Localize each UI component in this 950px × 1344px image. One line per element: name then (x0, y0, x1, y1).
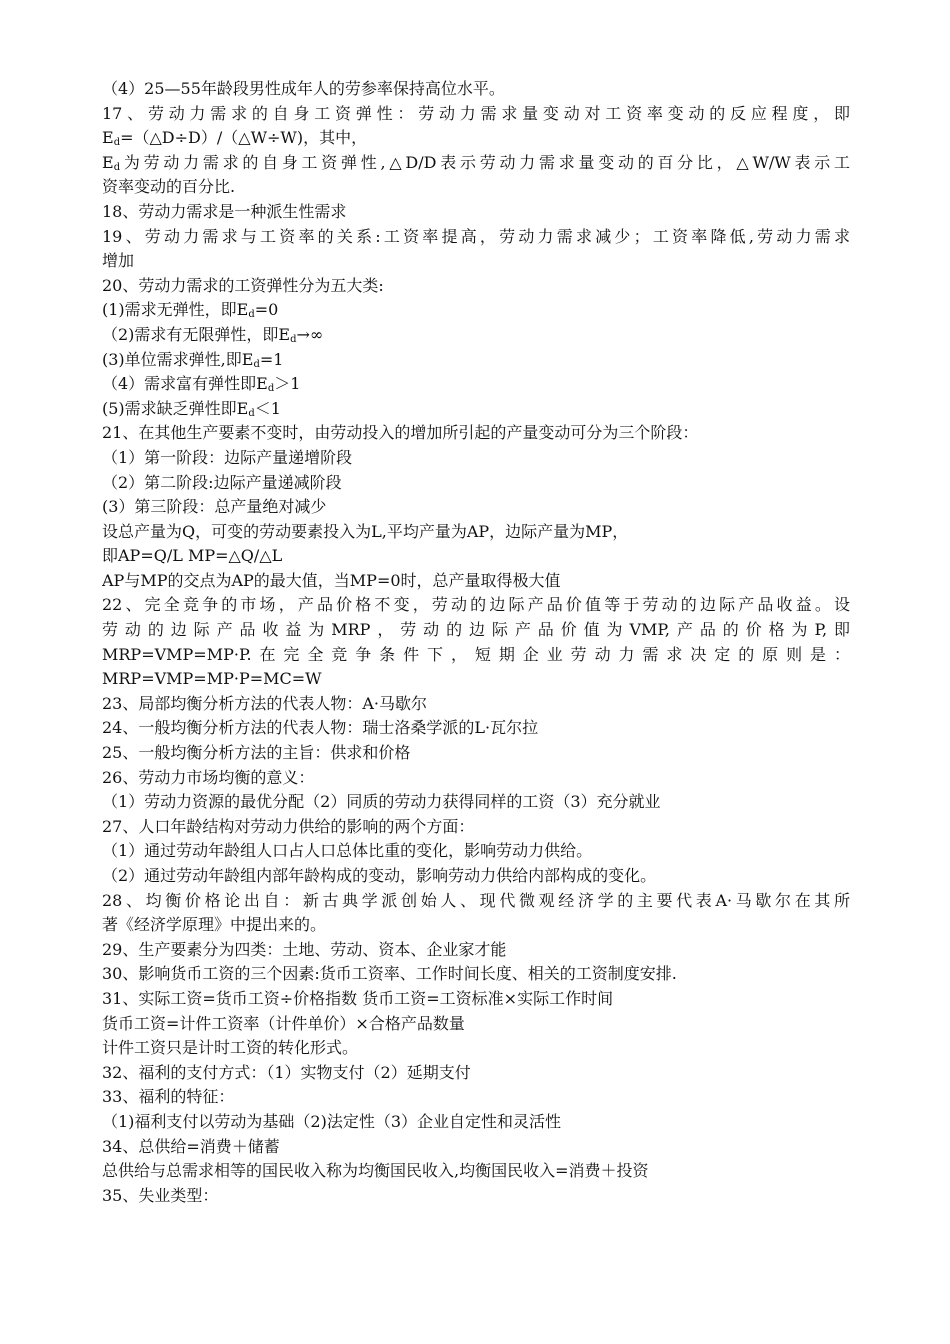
text-line: MRP=VMP=MP·P.在完全竞争条件下，短期企业劳动力需求决定的原则是： (102, 644, 850, 664)
text-line: 24、一般均衡分析方法的代表人物：瑞士洛桑学派的L·瓦尔拉 (102, 718, 539, 738)
text-line: 35、失业类型： (102, 1185, 219, 1205)
text-line: 即AP=Q/L MP=△Q/△L (102, 546, 283, 566)
text-line: 著《经济学原理》中提出来的。 (102, 915, 327, 935)
text-line: （4）25—55年龄段男性成年人的劳参率保持高位水平。 (102, 79, 505, 98)
text-line: 27、人口年龄结构对劳动力供给的影响的两个方面： (102, 816, 475, 836)
text-line: 20、劳动力需求的工资弹性分为五大类: (102, 275, 384, 295)
text-line: 33、福利的特征： (102, 1087, 235, 1107)
text-line: 设总产量为Q，可变的劳动要素投入为L,平均产量为AP，边际产量为MP， (102, 521, 629, 541)
text-line: 17、劳动力需求的自身工资弹性：劳动力需求量变动对工资率变动的反应程度，即 (102, 103, 850, 123)
text-line: 25、一般均衡分析方法的主旨：供求和价格 (102, 743, 411, 763)
text-line: 29、生产要素分为四类：土地、劳动、资本、企业家才能 (102, 939, 507, 959)
text-line: 计件工资只是计时工资的转化形式。 (102, 1038, 359, 1058)
text-line: 34、总供给=消费＋储蓄 (102, 1136, 280, 1156)
text-line: （4）需求富有弹性即$E_d>1$ (102, 374, 301, 395)
text-line: (3）第三阶段：总产量绝对减少 (102, 497, 327, 517)
text-line: MRP=VMP=MP·P=MC=W (102, 669, 322, 689)
text-line: （1）劳动力资源的最优分配（2）同质的劳动力获得同样的工资（3）充分就业 (102, 792, 661, 812)
text-line: 31、实际工资=货币工资÷价格指数 货币工资=工资标准×实际工作时间 (102, 988, 614, 1008)
text-line: 增加 (102, 251, 135, 271)
text-line: 19、劳动力需求与工资率的关系:工资率提高，劳动力需求减少；工资率降低,劳动力需求 (102, 226, 850, 246)
text-line: $E_d$为劳动力需求的自身工资弹性,△D/D表示劳动力需求量变动的百分比，△W/W表示工 (102, 152, 850, 173)
text-line: 总供给与总需求相等的国民收入称为均衡国民收入,均衡国民收入=消费＋投资 (102, 1161, 649, 1181)
text-line: 资率变动的百分比. (102, 177, 236, 197)
text-line: (5)需求缺乏弹性即$E_d<1$ (102, 398, 281, 419)
text-line: (3)单位需求弹性,即$E_d=1$ (102, 349, 284, 370)
text-line: 劳动的边际产品收益为MRP，劳动的边际产品价值为VMP,产品的价格为P,即 (102, 620, 850, 640)
text-line: 28、均衡价格论出自：新古典学派创始人、现代微观经济学的主要代表A·马歇尔在其所 (102, 890, 850, 910)
text-line: （2）第二阶段:边际产量递减阶段 (102, 472, 342, 492)
text-line: 30、影响货币工资的三个因素:货币工资率、工作时间长度、相关的工资制度安排. (102, 964, 677, 984)
text-line: （1）通过劳动年龄组人口占人口总体比重的变化，影响劳动力供给。 (102, 841, 593, 861)
text-line: 22、完全竞争的市场，产品价格不变，劳动的边际产品价值等于劳动的边际产品收益。设 (102, 595, 850, 615)
text-line: $E_d=(\triangle D\div D)/(\triangle W\div W)$，其中， (102, 128, 368, 149)
text-line: 32、福利的支付方式：（1）实物支付（2）延期支付 (102, 1062, 471, 1082)
document-body (102, 77, 850, 1208)
text-line: 货币工资=计件工资率（计件单价）×合格产品数量 (102, 1013, 465, 1033)
text-line: 21、在其他生产要素不变时，由劳动投入的增加所引起的产量变动可分为三个阶段： (102, 423, 699, 443)
text-line: （1)福利支付以劳动为基础（2)法定性（3）企业自定性和灵活性 (102, 1111, 562, 1131)
text-line: 26、劳动力市场均衡的意义： (102, 767, 315, 787)
text-line: （2)需求有无限弹性，即$E_d\to\infty$ (102, 324, 324, 345)
text-line: AP与MP的交点为AP的最大值，当MP=0时，总产量取得极大值 (102, 570, 561, 590)
text-line: (1)需求无弹性，即$E_d=0$ (102, 300, 279, 321)
text-line: （1）第一阶段：边际产量递增阶段 (102, 447, 353, 467)
text-line: 18、劳动力需求是一种派生性需求 (102, 201, 347, 221)
text-line: 23、局部均衡分析方法的代表人物：A·马歇尔 (102, 693, 428, 713)
text-line: （2）通过劳动年龄组内部年龄构成的变动，影响劳动力供给内部构成的变化。 (102, 866, 657, 885)
